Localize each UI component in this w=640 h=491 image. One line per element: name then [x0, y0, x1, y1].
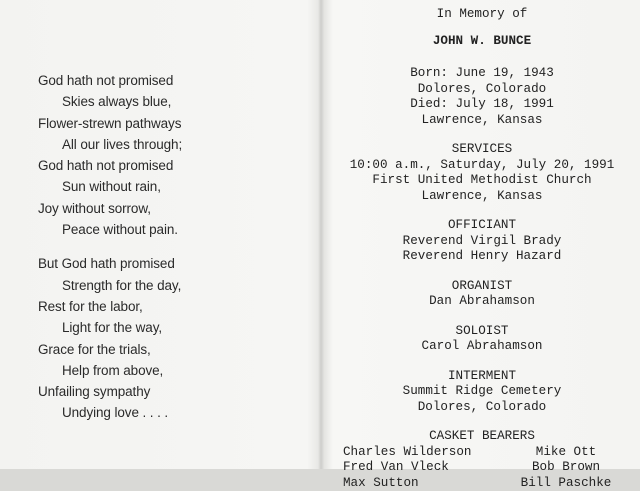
deceased-name: JOHN W. BUNCE [324, 30, 640, 52]
casket-bearers-section [324, 429, 640, 491]
services-line: 10:00 a.m., Saturday, July 20, 1991 [324, 158, 640, 174]
poem-stanza-2 [38, 253, 298, 423]
poem-line: Help from above, [38, 360, 298, 381]
poem-line: Sun without rain, [38, 176, 298, 197]
poem-line: God hath not promised [38, 70, 298, 91]
bearer-name: Bob Brown [511, 460, 621, 476]
poem-line: Flower-strewn pathways [38, 113, 298, 134]
section-title: INTERMENT [324, 369, 640, 385]
poem-line: Skies always blue, [38, 91, 298, 112]
section-title: SOLOIST [324, 324, 640, 340]
services-line: Lawrence, Kansas [324, 189, 640, 205]
poem-line: But God hath promised [38, 253, 298, 274]
bearer-name: Fred Van Vleck [343, 460, 503, 476]
service-program [324, 4, 640, 491]
interment-line: Summit Ridge Cemetery [324, 384, 640, 400]
officiant-section [324, 218, 640, 265]
poem-line: Grace for the trials, [38, 339, 298, 360]
interment-section [324, 369, 640, 416]
soloist-name: Carol Abrahamson [324, 339, 640, 355]
vitals-line: Born: June 19, 1943 [324, 66, 640, 82]
poem-line: Joy without sorrow, [38, 198, 298, 219]
bearer-name: Bill Paschke [511, 476, 621, 491]
officiant-name: Reverend Virgil Brady [324, 234, 640, 250]
bearer-name: Charles Wilderson [343, 445, 503, 461]
officiant-name: Reverend Henry Hazard [324, 249, 640, 265]
poem-line: Rest for the labor, [38, 296, 298, 317]
bearers-list [324, 445, 640, 491]
poem-line: All our lives through; [38, 134, 298, 155]
bearer-name: Mike Ott [511, 445, 621, 461]
poem [38, 70, 298, 437]
poem-line: God hath not promised [38, 155, 298, 176]
organist-name: Dan Abrahamson [324, 294, 640, 310]
poem-line: Light for the way, [38, 317, 298, 338]
bearer-name: Max Sutton [343, 476, 503, 491]
organist-section [324, 279, 640, 310]
poem-line: Undying love . . . . [38, 402, 298, 423]
vitals-line: Dolores, Colorado [324, 82, 640, 98]
vitals-section [324, 66, 640, 128]
soloist-section [324, 324, 640, 355]
section-title: OFFICIANT [324, 218, 640, 234]
section-title: CASKET BEARERS [324, 429, 640, 445]
services-line: First United Methodist Church [324, 173, 640, 189]
vitals-line: Lawrence, Kansas [324, 113, 640, 129]
poem-line: Peace without pain. [38, 219, 298, 240]
section-title: ORGANIST [324, 279, 640, 295]
services-section [324, 142, 640, 204]
poem-line: Strength for the day, [38, 275, 298, 296]
vitals-line: Died: July 18, 1991 [324, 97, 640, 113]
interment-line: Dolores, Colorado [324, 400, 640, 416]
section-title: SERVICES [324, 142, 640, 158]
memory-heading: In Memory of [324, 4, 640, 25]
poem-line: Unfailing sympathy [38, 381, 298, 402]
poem-stanza-1 [38, 70, 298, 240]
